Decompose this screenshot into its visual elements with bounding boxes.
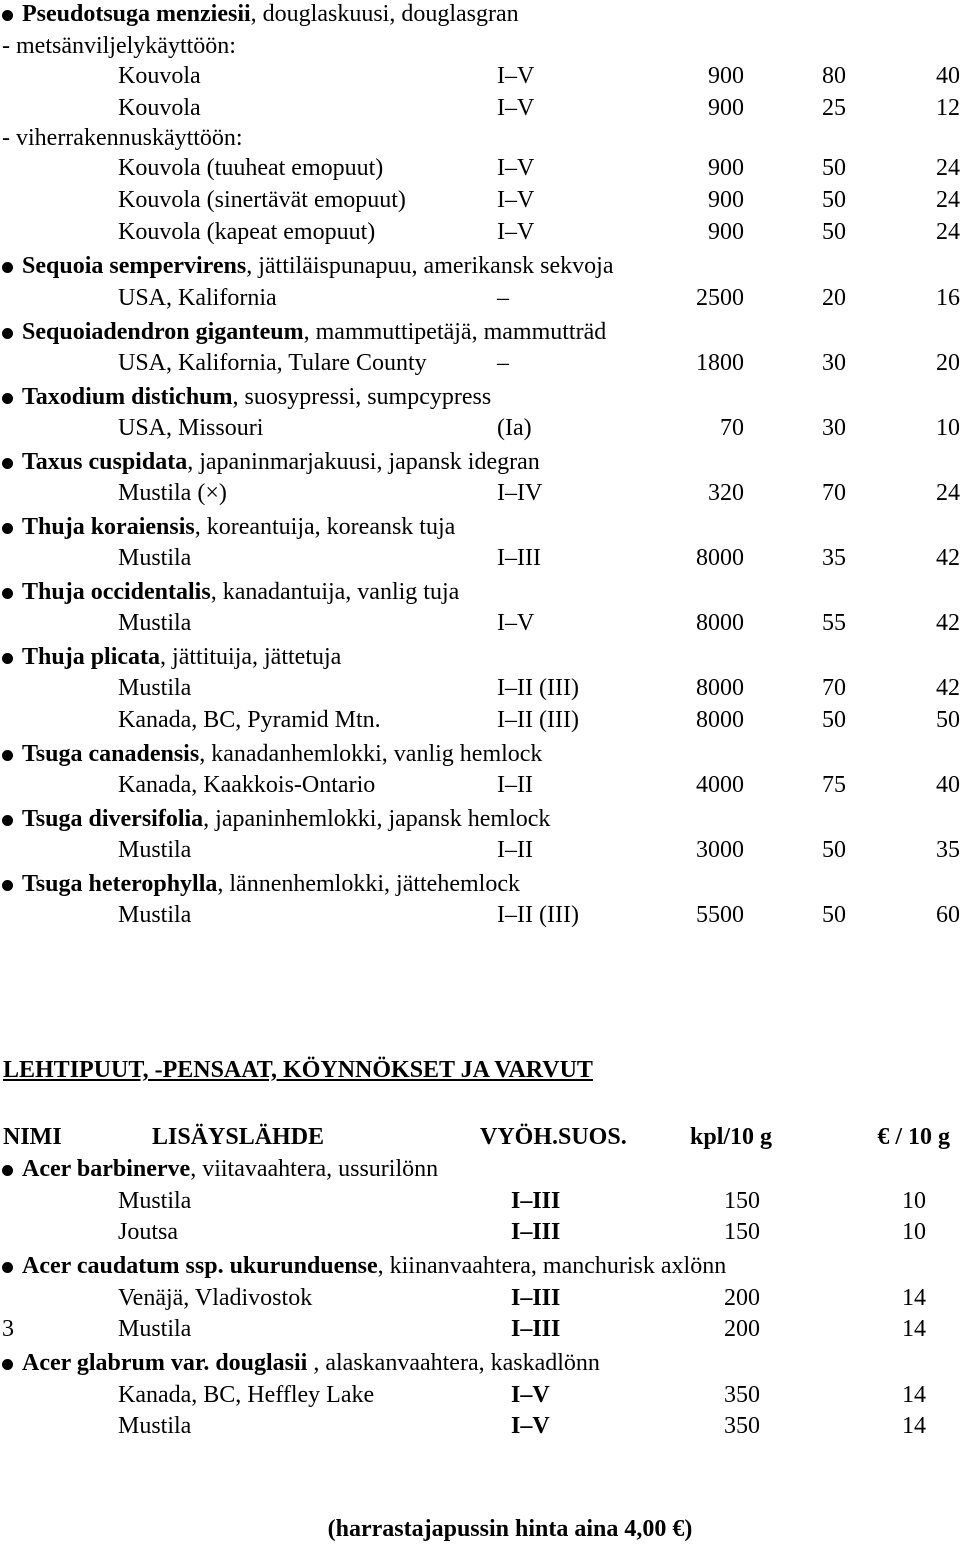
source-location: USA, Missouri [118,415,264,441]
table-row [0,218,960,248]
zone: I–V [511,1382,550,1408]
scientific-name: Tsuga canadensis [22,741,200,767]
table-row [0,1315,960,1345]
common-names: , douglaskuusi, douglasgran [250,1,519,27]
header-zone: VYÖH.SUOS. [480,1124,627,1150]
species-name [22,740,542,768]
germination: 30 [822,415,846,441]
bullet-icon [2,458,13,469]
common-names: , japaninmarjakuusi, japansk idegran [187,449,540,475]
species-row [0,252,960,282]
bullet-icon [2,815,13,826]
species-name [22,0,519,28]
species-name [22,643,341,671]
species-name [22,318,606,346]
common-names: , mammuttipetäjä, mammutträd [303,319,607,345]
price: 24 [936,187,960,213]
subheading-text: - viherrakennuskäyttöön: [2,125,243,151]
zone: I–V [497,187,535,213]
bullet-icon [2,1359,13,1370]
source-location: Kanada, BC, Pyramid Mtn. [118,707,381,733]
price: 10 [936,415,960,441]
common-names: , alaskanvaahtera, kaskadlönn [307,1350,600,1376]
zone: I–V [497,219,535,245]
section-title: LEHTIPUUT, -PENSAAT, KÖYNNÖKSET JA VARVUT [3,1057,593,1083]
common-names: , kanadantuija, vanlig tuja [210,579,460,605]
species-name [22,513,455,541]
table-row [0,609,960,639]
zone: I–V [511,1413,550,1439]
price: 40 [936,772,960,798]
common-names: , jättituija, jättetuja [160,644,342,670]
table-row [0,544,960,574]
germination: 35 [822,545,846,571]
seed-count: 70 [720,415,744,441]
source-location: Mustila (×) [118,480,227,506]
source-location: Mustila [118,1316,192,1342]
bullet-icon [2,588,13,599]
zone: I–III [511,1285,561,1311]
seed-count: 1800 [696,350,744,376]
germination: 55 [822,610,846,636]
price: 24 [936,155,960,181]
price: 24 [936,219,960,245]
seed-count: 350 [724,1382,760,1408]
species-name [22,578,459,606]
table-row [0,349,960,379]
price: 10 [902,1219,926,1245]
bullet-icon [2,523,13,534]
seed-count: 150 [724,1219,760,1245]
seed-count: 900 [708,63,744,89]
germination: 50 [822,187,846,213]
species-row [0,448,960,478]
seed-count: 200 [724,1285,760,1311]
price: 14 [902,1382,926,1408]
price: 14 [902,1285,926,1311]
header-name: NIMI [3,1124,62,1150]
price: 20 [936,350,960,376]
price: 35 [936,837,960,863]
source-location: Kouvola [118,95,201,121]
seed-count: 200 [724,1316,760,1342]
table-row [0,1284,960,1314]
germination: 70 [822,675,846,701]
bullet-icon [2,328,13,339]
source-location: Kouvola [118,63,201,89]
price: 42 [936,675,960,701]
price: 14 [902,1413,926,1439]
species-row [0,1349,960,1379]
table-row [0,62,960,92]
common-names: , kiinanvaahtera, manchurisk axlönn [377,1253,727,1279]
price: 42 [936,545,960,571]
bullet-icon [2,10,13,21]
species-name [22,1155,438,1183]
source-location: Mustila [118,1188,192,1214]
germination: 50 [822,155,846,181]
zone: I–III [511,1219,561,1245]
germination: 70 [822,480,846,506]
table-row [0,154,960,184]
scientific-name: Acer barbinerve [22,1156,191,1182]
species-name [22,1349,600,1377]
price: 24 [936,480,960,506]
common-names: , japaninhemlokki, japansk hemlock [203,806,551,832]
common-names: , jättiläispunapuu, amerikansk sekvoja [246,253,614,279]
species-row [0,643,960,673]
source-location: Mustila [118,1413,192,1439]
source-location: Kouvola (tuuheat emopuut) [118,155,384,181]
source-location: Joutsa [118,1219,178,1245]
price: 40 [936,63,960,89]
header-qty: kpl/10 g [690,1124,773,1150]
table-row [0,414,960,444]
header-price: € / 10 g [877,1124,950,1150]
source-location: USA, Kalifornia [118,285,277,311]
common-names: , kanadanhemlokki, vanlig hemlock [199,741,543,767]
seed-count: 320 [708,480,744,506]
seed-count: 8000 [696,610,744,636]
species-row [0,1252,960,1282]
zone: I–II (III) [497,707,579,733]
price: 60 [936,902,960,928]
price: 10 [902,1188,926,1214]
bullet-icon [2,1165,13,1176]
species-row [0,870,960,900]
germination: 50 [822,219,846,245]
species-name [22,383,491,411]
species-row [0,0,960,30]
germination: 50 [822,902,846,928]
germination: 30 [822,350,846,376]
species-row [0,318,960,348]
table-row [0,94,960,124]
seed-count: 2500 [696,285,744,311]
scientific-name: Acer glabrum var. douglasii [22,1350,308,1376]
zone: I–V [497,63,535,89]
scientific-name: Tsuga heterophylla [22,871,218,897]
price: 42 [936,610,960,636]
table-row [0,284,960,314]
bullet-icon [2,653,13,664]
source-location: Kanada, BC, Heffley Lake [118,1382,375,1408]
zone: I–IV [497,480,543,506]
zone: I–V [497,155,535,181]
species-name [22,870,520,898]
seed-count: 900 [708,95,744,121]
zone: I–V [497,610,535,636]
seed-count: 8000 [696,545,744,571]
source-location: Mustila [118,902,192,928]
source-location: Mustila [118,675,192,701]
source-location: USA, Kalifornia, Tulare County [118,350,427,376]
table-row [0,1412,960,1442]
scientific-name: Sequoiadendron giganteum [22,319,304,345]
table-row [0,186,960,216]
seed-count: 350 [724,1413,760,1439]
subheading [0,124,960,154]
zone: I–V [497,95,535,121]
zone: – [497,285,509,311]
seed-count: 5500 [696,902,744,928]
species-name [22,1252,726,1280]
species-name [22,252,613,280]
species-row [0,513,960,543]
source-location: Kouvola (kapeat emopuut) [118,219,376,245]
seed-count: 3000 [696,837,744,863]
table-row [0,771,960,801]
table-row [0,1218,960,1248]
scientific-name: Thuja koraiensis [22,514,195,540]
seed-count: 4000 [696,772,744,798]
common-names: , viitavaahtera, ussurilönn [190,1156,439,1182]
header-source: LISÄYSLÄHDE [152,1124,325,1150]
subheading-text: - metsänviljelykäyttöön: [2,33,236,59]
scientific-name: Taxus cuspidata [22,449,188,475]
zone: I–II [497,772,533,798]
zone: I–III [511,1316,561,1342]
zone: I–II [497,837,533,863]
table-row [0,901,960,931]
source-location: Mustila [118,610,192,636]
zone: I–III [497,545,541,571]
table-row [0,479,960,509]
species-name [22,448,540,476]
germination: 80 [822,63,846,89]
scientific-name: Acer caudatum ssp. ukurunduense [22,1253,378,1279]
scientific-name: Thuja plicata [22,644,161,670]
common-names: , koreantuija, koreansk tuja [194,514,456,540]
price: 16 [936,285,960,311]
source-location: Kouvola (sinertävät emopuut) [118,187,406,213]
species-row [0,1155,960,1185]
table-row [0,1187,960,1217]
seed-count: 150 [724,1188,760,1214]
germination: 50 [822,707,846,733]
germination: 50 [822,837,846,863]
zone: (Ia) [497,415,532,441]
table-row [0,674,960,704]
subheading [0,32,960,62]
species-row [0,578,960,608]
scientific-name: Tsuga diversifolia [22,806,204,832]
source-location: Venäjä, Vladivostok [118,1285,313,1311]
species-row [0,383,960,413]
zone: I–II (III) [497,675,579,701]
zone: I–II (III) [497,902,579,928]
table-header [0,1123,960,1153]
bullet-icon [2,393,13,404]
bullet-icon [2,262,13,273]
bullet-icon [2,750,13,761]
table-row [0,836,960,866]
table-row [0,706,960,736]
species-row [0,740,960,770]
source-location: Kanada, Kaakkois-Ontario [118,772,376,798]
common-names: , suosypressi, sumpcypress [232,384,492,410]
zone: I–III [511,1188,561,1214]
scientific-name: Pseudotsuga menziesii [22,1,251,27]
seed-count: 8000 [696,675,744,701]
seed-count: 900 [708,155,744,181]
bullet-icon [2,1262,13,1273]
common-names: , lännenhemlokki, jättehemlock [217,871,520,897]
source-location: Mustila [118,837,192,863]
price: 12 [936,95,960,121]
scientific-name: Sequoia sempervirens [22,253,247,279]
seed-count: 900 [708,219,744,245]
species-name [22,805,550,833]
germination: 25 [822,95,846,121]
footer-note: (harrastajapussin hinta aina 4,00 €) [327,1516,693,1542]
scientific-name: Taxodium distichum [22,384,233,410]
bullet-icon [2,880,13,891]
source-location: Mustila [118,545,192,571]
seed-count: 900 [708,187,744,213]
row-number: 3 [2,1316,14,1342]
price: 14 [902,1316,926,1342]
scientific-name: Thuja occidentalis [22,579,211,605]
germination: 75 [822,772,846,798]
table-row [0,1381,960,1411]
germination: 20 [822,285,846,311]
seed-count: 8000 [696,707,744,733]
species-row [0,805,960,835]
zone: – [497,350,509,376]
price: 50 [936,707,960,733]
